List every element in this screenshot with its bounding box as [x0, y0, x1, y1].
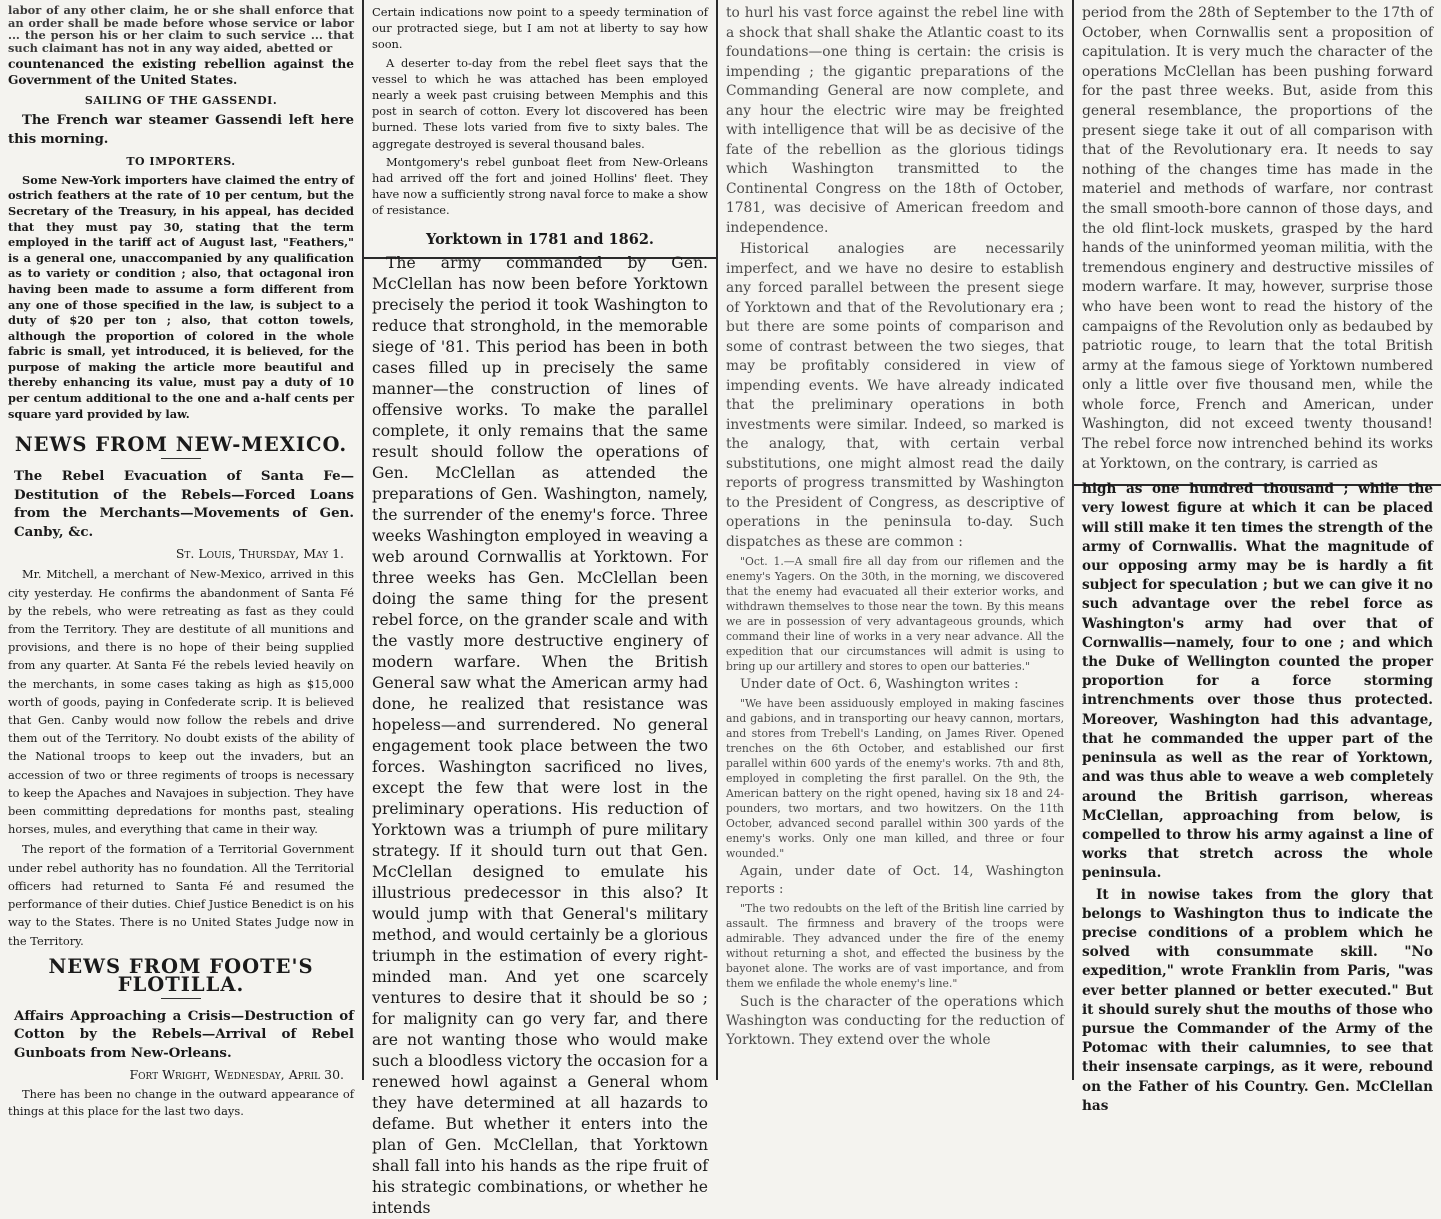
short-rule: [161, 458, 201, 459]
importers-heading: TO IMPORTERS.: [126, 154, 236, 168]
top-fragment-end: countenanced the existing rebellion against the Government of the United States.: [8, 57, 354, 88]
foote-dek: Affairs Approaching a Crisis—Destruction of Cotton by the Rebels—Arrival of Rebel Gunboats from New-Orleans.: [14, 1007, 354, 1061]
sailing-text: The French war steamer Gassendi left here this morning.: [8, 113, 354, 147]
new-mexico-dateline: St. Louis, Thursday, May 1.: [175, 546, 344, 562]
editorial-paragraph: high as one hundred thousand ; while the very lowest figure at which it can be placed will still make it ten times the strength of the army of Cornwallis. What the magnitude of our opposing army may be is hardly a fit subject for speculation ; but we can give it no such advantage over the rebel force as Washington's army had over that of Cornwallis—namely, four to one ; and which the Duke of Wellington counted the proper proportion for a force storming intrenchments over those thus protected. Moreover, Washington had this advantage, that he commanded the upper part of the peninsula as well as the rear of Yorktown, and was thus able to weave a web completely around the British garrison, whereas McClellan, approaching from below, is compelled to throw his army against a line of works that stretch across the whole peninsula.: [1082, 481, 1433, 882]
sailing-heading: SAILING OF THE GASSENDI.: [84, 94, 278, 108]
dispatch-quote: "We have been assiduously employed in making fascines and gabions, and in transporting our heavy cannon, mortars, and stores from Trebell's Landing, on James River. Opened trenches on the 6th October, and established our first parallel within 600 yards of the enemy's works. 7th and 8th, employed in completing the first parallel. On the 9th, the American battery on the right opened, having six 18 and 24-pounders, two mortars, and two howitzers. On the 11th October, advanced second parallel within 300 yards of the enemy's works. Only one man killed, and three or four wounded.": [726, 697, 1064, 861]
editorial-paragraph: Under date of Oct. 6, Washington writes :: [740, 677, 1019, 692]
foote-heading: NEWS FROM FOOTE'S FLOTILLA.: [48, 954, 314, 996]
editorial-paragraph: Such is the character of the operations which Washington was conducting for the reduction of Yorktown. They extend over the whole: [726, 994, 1064, 1049]
gunboat-paragraph: Montgomery's rebel gunboat fleet from New-Orleans had arrived off the fort and joined Hollins' fleet. They have now a sufficiently strong naval force to make a show of resistance.: [372, 154, 708, 218]
column-4: [1074, 0, 1441, 1114]
new-mexico-dek: The Rebel Evacuation of Santa Fe—Destitution of the Rebels—Forced Loans from the Merchants—Movements of Gen. Canby, &c.: [14, 468, 354, 540]
foote-paragraph: There has been no change in the outward appearance of things at this place for the last two days.: [8, 1087, 354, 1118]
dispatch-quote: "The two redoubts on the left of the British line carried by assault. The firmness and bravery of the troops were admirable. They advanced under the fire of the enemy without returning a shot, and effected the business by the bayonet alone. The works are of vast importance, and from them we enfilade the whole enemy's line.": [726, 902, 1064, 991]
new-mexico-heading: NEWS FROM NEW-MEXICO.: [14, 433, 348, 457]
column-1: [0, 0, 362, 1118]
new-mexico-paragraph: Mr. Mitchell, a merchant of New-Mexico, arrived in this city yesterday. He confirms the abandonment of Santa Fé by the rebels, who were retreating as fast as they could from the Territory. They are destitute of all munitions and provisions, and there is no hope of their being supplied from any quarter. At Santa Fé the rebels levied heavily on the merchants, in some cases taking as high as $15,000 worth of goods, paying in Confederate scrip. It is believed that Gen. Canby would now follow the rebels and drive them out of the Territory. No doubt exists of the ability of the National troops to keep out the invaders, but an accession of two or three regiments of troops is necessary to keep the Apaches and Navajoes in subjection. They have been committing depredations for months past, stealing horses, mules, and everything that came in their way.: [8, 567, 354, 837]
column-3: [718, 0, 1072, 1080]
editorial-paragraph: period from the 28th of September to the 17th of October, when Cornwallis sent a proposition of capitulation. It is very much the character of the operations McClellan has been pushing forward for the past three weeks. But, aside from this general resemblance, the proportions of the present siege take it out of all comparison with that of the Revolutionary era. It needs to say nothing of the changes time has made in the materiel and methods of warfare, nor contrast the small smooth-bore cannon of those days, and the old flint-lock muskets, grasped by the hard hands of the uninformed yeoman militia, with the tremendous enginery and destructive missiles of modern warfare. It may, however, surprise those who have been wont to read the history of the campaigns of the Revolution only as bedaubed by patriotic rouge, to learn that the total British army at the famous siege of Yorktown numbered only a little over five thousand men, while the whole force, French and American, under Washington, did not exceed twenty thousand! The rebel force now intrenched behind its works at Yorktown, on the contrary, is carried as: [1082, 5, 1433, 472]
column-2: [364, 0, 716, 1217]
editorial-paragraph: to hurl his vast force against the rebel line with a shock that shall shake the Atlantic coast to its foundations—one thing is certain: the crisis is impending ; the gigantic preparations of the Commanding General are now complete, and any hour the electric wire may be freighted with intelligence that will be as decisive of the fate of the rebellion as the glorious tidings which Washington transmitted to the Continental Congress on the 18th of October, 1781, was decisive of American freedom and independence.: [726, 5, 1064, 236]
yorktown-heading: Yorktown in 1781 and 1862.: [426, 230, 654, 248]
dispatch-quote: "Oct. 1.—A small fire all day from our riflemen and the enemy's Yagers. On the 30th, in the morning, we discovered that the enemy had evacuated all their exterior works, and withdrawn themselves to those near the town. By this means we are in possession of very advantageous grounds, which command their line of works in a very near advance. All the expedition that our circumstances will admit is using to bring up our artillery and stores to open our batteries.": [726, 555, 1064, 673]
new-mexico-paragraph: The report of the formation of a Territorial Government under rebel authority has no foundation. All the Territorial officers had returned to Santa Fé and resumed the performance of their duties. Chief Justice Benedict is on his way to the States. There is no United States Judge now in the Territory.: [8, 842, 354, 948]
foote-dateline: Fort Wright, Wednesday, April 30.: [129, 1067, 344, 1083]
editorial-paragraph: It in nowise takes from the glory that belongs to Washington thus to indicate the precise conditions of a problem which he solved with consummate skill. "No expedition," wrote Franklin from Paris, "was ever better planned or better executed." But it should surely shut the mouths of those who pursue the Commander of the Army of the Potomac with their calumnies, to see that their insensate carpings, as it were, rebound on the Father of his Country. Gen. McClellan has: [1082, 886, 1433, 1114]
deserter-paragraph: A deserter to-day from the rebel fleet says that the vessel to which he was attached has been employed nearly a week past cruising between Memphis and this post in search of cotton. Every lot discovered has been burned. These lots varied from five to sixty bales. The aggregate destroyed is several thousand bales.: [372, 55, 708, 151]
importers-text: Some New-York importers have claimed the entry of ostrich feathers at the rate of 10 per centum, but the Secretary of the Treasury, in his appeal, has decided that they must pay 30, stating that the term employed in the tariff act of August last, "Feathers," is a general one, unaccompanied by any qualification as to variety or condition ; also, that octagonal iron having been made to assume a form different from any one of those specified in the law, is subject to a duty of $20 per ton ; also, that cotton towels, although the proportion of colored in the whole fabric is small, yet introduced, it is believed, for the purpose of making the article more beautiful and thereby enhancing its value, must pay a duty of 10 per centum additional to the one and a-half cents per square yard provided by law.: [8, 172, 354, 421]
yorktown-paragraph: The army commanded by Gen. McClellan has now been before Yorktown precisely the period it took Washington to reduce that stronghold, in the memorable siege of '81. This period has been in both cases filled up in precisely the same manner—the construction of lines of offensive works. To make the parallel complete, it only remains that the same result should follow the operations of Gen. McClellan as attended the preparations of Gen. Washington, namely, the surrender of the enemy's force. Three weeks Washington employed in weaving a web around Cornwallis at Yorktown. For three weeks has Gen. McClellan been doing the same thing for the present rebel force, on the grander scale and with the vastly more destructive enginery of modern warfare. When the British General saw what the American army had done, he realized that resistance was hopeless—and surrendered. No general engagement took place between the two forces. Washington sacrificed no lives, except the few that were lost in the preliminary operations. His reduction of Yorktown was a triumph of pure military strategy. If it should turn out that Gen. McClellan designed to emulate his illustrious predecessor in this also? It would jump with that General's military method, and would certainly be a glorious triumph in the estimation of every right-minded man. And yet one scarcely ventures to desire that it should be so ; for malignity can go very far, and there are not wanting those who would make such a bloodless victory the occasion for a renewed howl against a General whom they have determined at all hazards to defame. But whether it enters into the plan of Gen. McClellan, that Yorktown shall fall into his hands as the ripe fruit of his strategic combinations, or whether he intends: [372, 253, 708, 1217]
siege-paragraph: Certain indications now point to a speedy termination of our protracted siege, but I am not at liberty to say how soon.: [372, 5, 708, 52]
short-rule: [161, 998, 201, 999]
top-fragment: labor of any other claim, he or she shall enforce that an order shall be made before whose service or labor ... the person his or her claim to such service ... that such claimant has not in any way aided, abetted or: [8, 3, 354, 55]
editorial-paragraph: Again, under date of Oct. 14, Washington reports :: [726, 864, 1064, 898]
editorial-paragraph: Historical analogies are necessarily imperfect, and we have no desire to establish any forced parallel between the present siege of Yorktown and that of the Revolutionary era ; but there are some points of comparison and some of contrast between the two sieges, that may be profitably considered in view of impending events. We have already indicated that the preliminary operations in both investments were similar. Indeed, so marked is the analogy, that, with certain verbal substitutions, one might almost read the daily reports of progress transmitted by Washington to the President of Congress, as descriptive of operations in the peninsula to-day. Such dispatches as these are common :: [726, 241, 1064, 550]
